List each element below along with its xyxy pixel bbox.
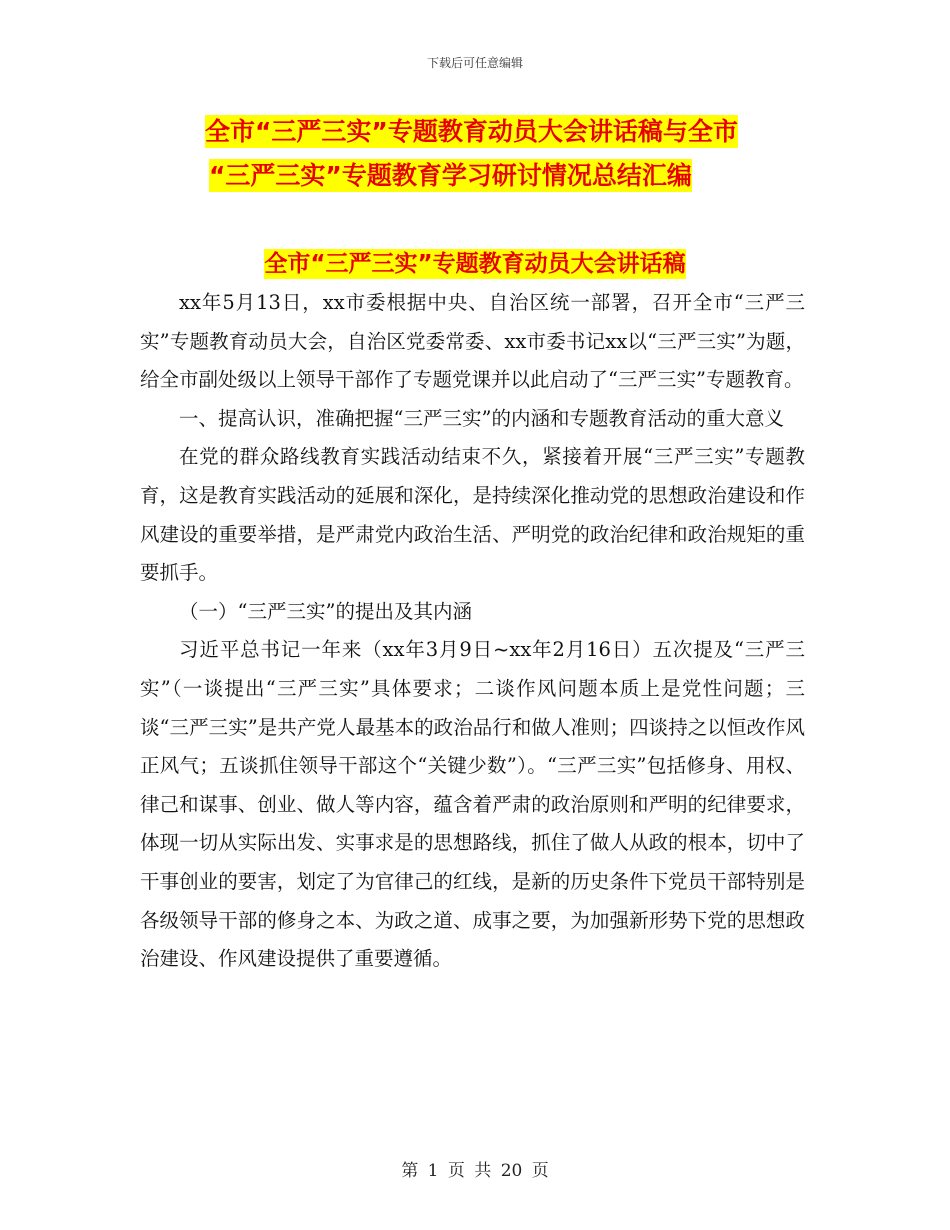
title-line-1-text: 全市“三严三实”专题教育动员大会讲话稿与全市 [205, 117, 738, 146]
paragraph-significance: 在党的群众路线教育实践活动结束不久，紧接着开展“三严三实”专题教育，这是教育实践活动的延展和深化，是持续深化推动党的思想政治建设和作风建设的重要举措，是严肃党内政治生活、严明党的政治纪律和政治规矩的重要抓手。 [140, 445, 805, 585]
title-line-2-text: “三严三实”专题教育学习研讨情况总结汇编 [209, 161, 692, 190]
paragraph-intro: xx年5月13日，xx市委根据中央、自治区统一部署，召开全市“三严三实”专题教育动员大会，自治区党委常委、xx市委书记xx以“三严三实”为题，给全市副处级以上领导干部作了专题党课并以此启动了“三严三实”专题教育。 [140, 291, 805, 392]
section-title-text: 全市“三严三实”专题教育动员大会讲话稿 [264, 251, 686, 277]
document-title-line-1 [205, 110, 805, 154]
heading-part-one: 一、提高认识，准确把握“三严三实”的内涵和专题教育活动的重大意义 [179, 406, 784, 430]
document-title-line-2 [209, 154, 805, 198]
document-title [205, 110, 805, 198]
subheading-origin: （一）“三严三实”的提出及其内涵 [179, 599, 472, 623]
paragraph-origin: 习近平总书记一年来（xx年3月9日~xx年2月16日）五次提及“三严三实”（一谈提出“三严三实”具体要求；二谈作风问题本质上是党性问题；三谈“三严三实”是共产党人最基本的政治品行和做人准则；四谈持之以恒改作风正风气；五谈抓住领导干部这个“关键少数”）。“三严三实”包括修身、用权、律己和谋事、创业、做人等内容，蕴含着严肃的政治原则和严明的纪律要求，体现一切从实际出发、实事求是的思想路线，抓住了做人从政的根本，切中了干事创业的要害，划定了为官律己的红线，是新的历史条件下党员干部特别是各级领导干部的修身之本、为政之道、成事之要，为加强新形势下党的思想政治建设、作风建设提供了重要遵循。 [140, 638, 805, 971]
document-body [140, 284, 805, 979]
page-number: 第 1 页 共 20 页 [401, 1161, 549, 1181]
page-header-note: 下载后可任意编辑 [426, 56, 523, 70]
section-title [0, 248, 950, 280]
